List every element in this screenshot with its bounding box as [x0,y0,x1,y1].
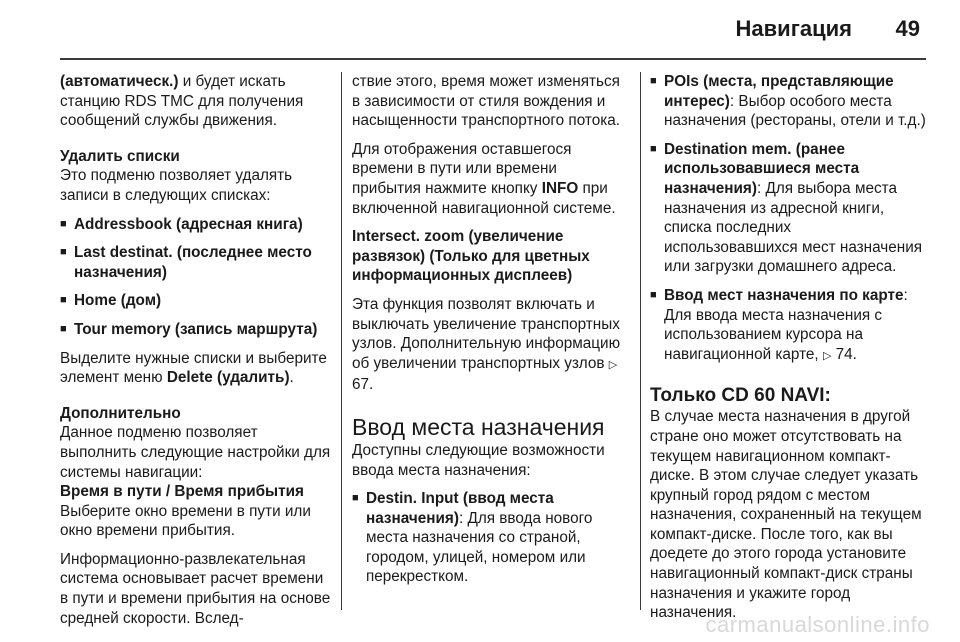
bullet-icon: ■ [352,492,359,505]
section-title: Навигация [735,16,852,41]
paragraph-delete-intro: Это подменю позволяет удалять записи в следующих списках: [60,167,293,204]
heading-destination-input: Ввод места назначения [352,413,605,440]
paragraph-additional: Данное подменю позволяет выполнить следующие настройки для системы навигации: [60,424,331,481]
bullet-icon: ■ [60,294,67,307]
list-item: ■ Ввод мест назначения по карте: Для ввода места назначения с использованием курсора на навигационной карте, ▷ 74. [650,286,928,366]
page-number: 49 [895,16,920,41]
paragraph-destination-intro: Доступны следующие возможности ввода места назначения: [352,441,605,479]
bullet-icon: ■ [60,246,67,259]
bullet-icon: ■ [60,322,67,335]
list-item: ■ Last destinat. (последнее место назначения) [60,244,312,281]
column-right [650,72,928,623]
paragraph-continuation: ствие этого, время может изменяться в зависимости от стиля вождения и насыщенности транспортного потока. [352,73,620,130]
list-item: ■ Tour memory (запись маршрута) [60,320,318,338]
heading-travel-time: Время в пути / Время прибытия [60,483,304,501]
page-header [0,0,960,60]
paragraph-intersect-zoom: Эта функция позволят включать и выключать увеличение транспортных узлов. Дополнительную информацию об увеличении транспортных узлов ▷ 67. [352,295,621,394]
list-item: ■ Destin. Input (ввод места назначения): Для ввода нового места назначения со страной, городом, улицей, номером или перекрестком. [352,490,593,586]
column-divider-1 [341,72,342,610]
paragraph-travel-time: Выберите окно времени в пути или окно времени прибытия. [60,502,311,540]
heading-delete-lists: Удалить списки [60,147,180,165]
list-item: ■ Destination mem. (ранее использовавшиеся места назначения): Для выбора места назначения из адресной книги, списка последних использовавшихся мест назначения или загрузки домашнего адреса. [650,140,923,276]
column-left [60,72,332,628]
bullet-icon: ■ [650,142,657,155]
heading-cd60-navi: Только CD 60 NAVI: [650,385,831,407]
column-middle [352,72,626,587]
paragraph-cd60-navi: В случае места назначения в другой стране оно может отсутствовать на текущем навигационном компакт-диске. В этом случае следует указать крупный город рядом с местом назначения, сохраненный на текущем компакт-диске. После того, как вы доедете до этого города установите навигационный компакт-диск страны назначения и укажите город назначения. [650,408,922,622]
bullet-icon: ■ [60,217,67,230]
bullet-icon: ■ [650,75,657,87]
paragraph-infotainment: Информационно-развлекательная система основывает расчет времени в пути и времени прибытия на основе средней скорости. Вслед- [60,550,331,627]
heading-additional: Дополнительно [60,404,181,422]
list-item: ■ Addressbook (адресная книга) [60,215,303,233]
paragraph-remaining-time: Для отображения оставшегося времени в пути или времени прибытия нажмите кнопку INFO при включенной навигационной системе. [352,140,616,217]
paragraph-delete-outro: Выделите нужные списки и выберите элемент меню Delete (удалить). [60,349,327,387]
page-reference-icon: ▷ [608,358,618,371]
column-divider-2 [640,72,641,610]
header-divider [60,58,926,60]
paragraph-rds: (автоматическ.) и будет искать станцию RDS TMC для получения сообщений службы движения. [60,73,304,130]
list-item: ■ Home (дом) [60,292,162,310]
list-item: ■ POIs (места, представляющие интерес): Выбор особого места назначения (рестораны, отели и т.д.) [650,73,926,130]
bullet-icon: ■ [650,288,657,301]
page-reference-icon: ▷ [822,349,832,362]
heading-intersect-zoom: Intersect. zoom (увеличение развязок) (Только для цветных информационных дисплеев) [352,228,590,285]
watermark: carmanualsonline.info [705,612,930,637]
